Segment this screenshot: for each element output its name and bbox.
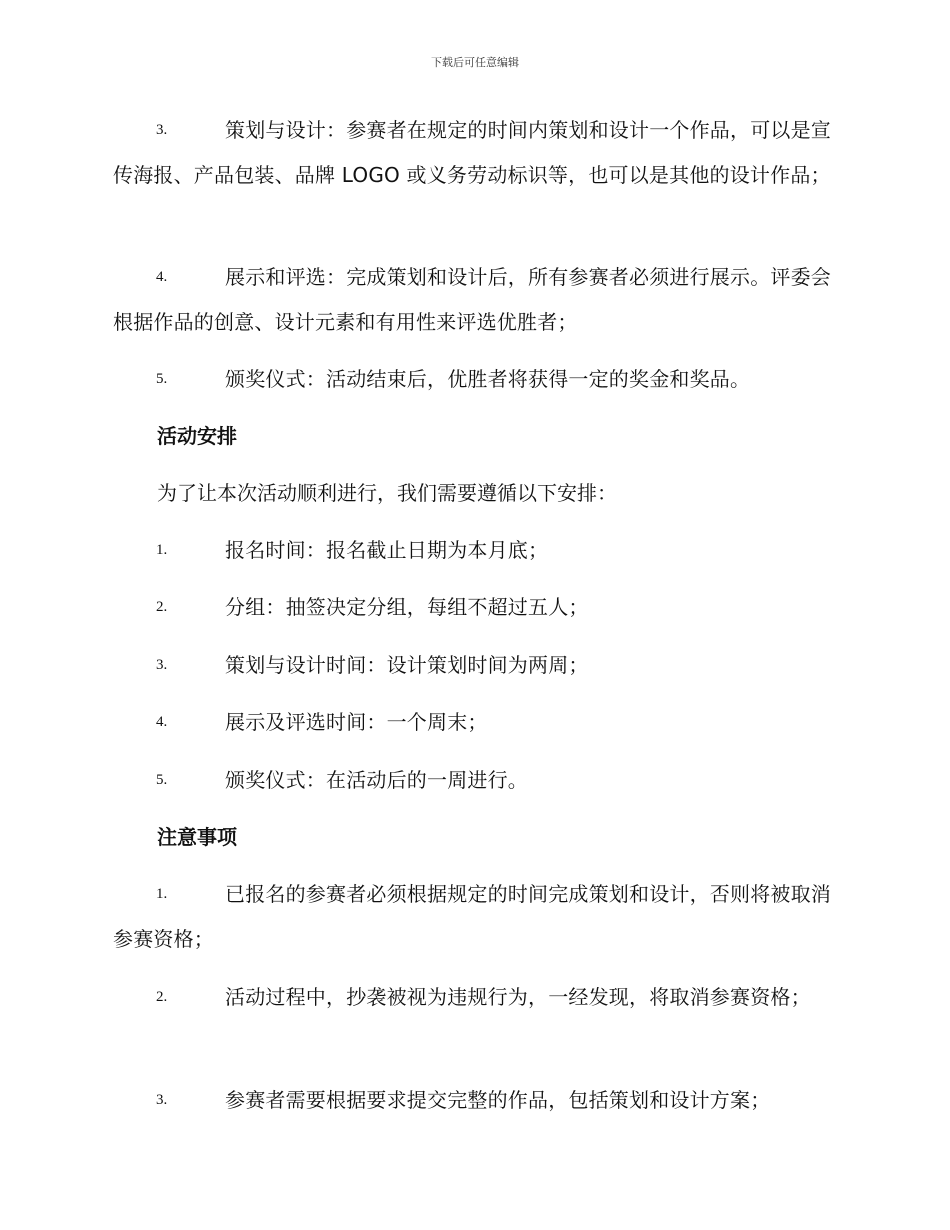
list-item <box>113 758 840 803</box>
list-item-text: 策划与设计：参赛者在规定的时间内策划和设计一个作品，可以是宣传海报、产品包装、品牌 LOGO 或义务劳动标识等，也可以是其他的设计作品； <box>113 118 831 187</box>
list-item <box>113 108 840 198</box>
list-item <box>113 528 840 573</box>
list-item <box>113 643 840 688</box>
list-item-text: 展示及评选时间：一个周末； <box>225 710 488 734</box>
list-item-number: 2. <box>156 599 168 615</box>
list-item-text: 已报名的参赛者必须根据规定的时间完成策划和设计，否则将被取消参赛资格； <box>113 882 831 951</box>
list-item <box>113 1078 840 1123</box>
list-item <box>113 700 840 745</box>
list-item <box>113 975 840 1020</box>
arrangement-intro: 为了让本次活动顺利进行，我们需要遵循以下安排： <box>157 481 617 505</box>
list-item <box>113 585 840 630</box>
list-item-text: 颁奖仪式：在活动后的一周进行。 <box>225 768 528 792</box>
list-item-number: 3. <box>156 122 168 138</box>
list-item-number: 5. <box>156 772 168 788</box>
list-item-text: 分组：抽签决定分组，每组不超过五人； <box>225 595 589 619</box>
list-item-number: 3. <box>156 657 168 673</box>
section-heading-notes: 注意事项 <box>157 825 237 849</box>
list-item <box>113 255 840 345</box>
list-item-number: 3. <box>156 1092 168 1108</box>
list-item <box>113 357 840 402</box>
list-item-number: 4. <box>156 269 168 285</box>
list-item-number: 1. <box>156 886 168 902</box>
list-item-text: 报名时间：报名截止日期为本月底； <box>225 538 549 562</box>
section-heading-arrangement: 活动安排 <box>157 424 237 448</box>
list-item-text: 颁奖仪式：活动结束后，优胜者将获得一定的奖金和奖品。 <box>225 367 751 391</box>
list-item-number: 5. <box>156 371 168 387</box>
list-item-number: 2. <box>156 989 168 1005</box>
list-item-number: 1. <box>156 542 168 558</box>
page-header: 下载后可任意编辑 <box>431 56 519 69</box>
list-item-text: 活动过程中，抄袭被视为违规行为，一经发现，将取消参赛资格； <box>225 985 811 1009</box>
list-item-text: 参赛者需要根据要求提交完整的作品，包括策划和设计方案； <box>225 1088 771 1112</box>
list-item-text: 展示和评选：完成策划和设计后，所有参赛者必须进行展示。评委会根据作品的创意、设计元素和有用性来评选优胜者； <box>113 265 831 334</box>
list-item-number: 4. <box>156 714 168 730</box>
list-item-text: 策划与设计时间：设计策划时间为两周； <box>225 653 589 677</box>
list-item <box>113 872 840 962</box>
